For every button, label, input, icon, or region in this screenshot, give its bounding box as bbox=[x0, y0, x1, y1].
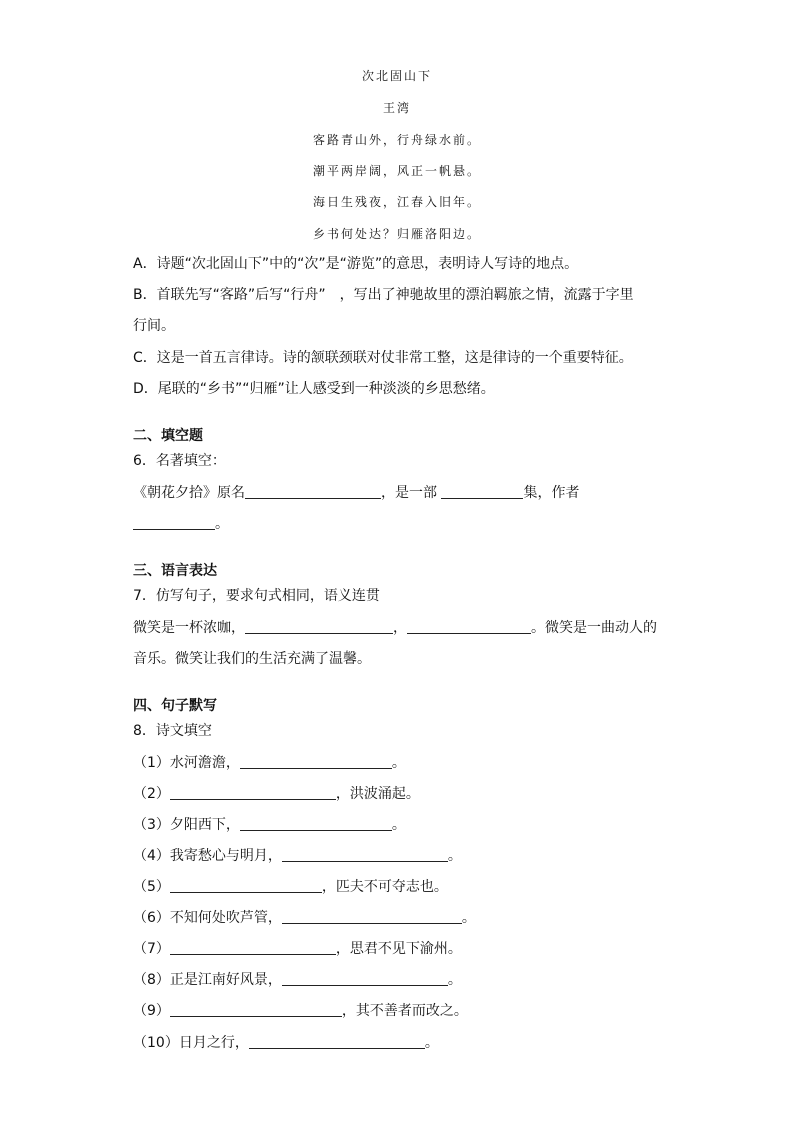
poem-author: 王湾 bbox=[382, 101, 411, 115]
fill-item-1 bbox=[133, 753, 406, 773]
poem-line-4: 乡书何处达？归雁洛阳边。 bbox=[312, 227, 481, 241]
q6-text-2: ，是一部 bbox=[381, 485, 437, 501]
option-b-line-2: 行间。 bbox=[133, 318, 175, 334]
fill-item-number: （8） bbox=[133, 972, 170, 988]
fill-item-before: 正是江南好风景， bbox=[169, 972, 282, 988]
q6-blank-author[interactable] bbox=[133, 514, 215, 530]
fill-item-blank[interactable] bbox=[170, 1001, 342, 1017]
fill-item-before: 我寄愁心与明月， bbox=[169, 848, 282, 864]
q7-blank-2[interactable] bbox=[407, 618, 531, 634]
q6-blank-original-name[interactable] bbox=[245, 483, 381, 499]
fill-item-2 bbox=[133, 784, 420, 804]
fill-item-10 bbox=[133, 1033, 439, 1053]
option-a: A．诗题“次北固山下”中的“次”是“游览”的意思，表明诗人写诗的地点。 bbox=[133, 256, 579, 272]
fill-item-after: 。 bbox=[391, 755, 406, 771]
question-8-prompt: 8．诗文填空 bbox=[133, 723, 212, 739]
fill-item-blank[interactable] bbox=[249, 1033, 425, 1049]
fill-item-after: ，洪波涌起。 bbox=[335, 786, 420, 802]
fill-item-4 bbox=[133, 846, 462, 866]
question-7-line-2: 音乐。微笑让我们的生活充满了温馨。 bbox=[133, 651, 371, 667]
poem-line-3: 海日生残夜，江春入旧年。 bbox=[312, 195, 481, 209]
fill-item-blank[interactable] bbox=[170, 784, 336, 800]
section-4-heading: 四、句子默写 bbox=[133, 698, 217, 714]
question-7-prompt: 7．仿写句子，要求句式相同，语义连贯 bbox=[133, 588, 380, 604]
question-6-line-1 bbox=[133, 483, 579, 503]
fill-item-5 bbox=[133, 877, 448, 897]
fill-item-blank[interactable] bbox=[240, 753, 392, 769]
q6-text-1: 《朝花夕拾》原名 bbox=[133, 485, 245, 501]
section-2-heading: 二、填空题 bbox=[133, 428, 203, 444]
q7-text-2: ， bbox=[393, 620, 407, 636]
q7-text-1: 微笑是一杯浓咖， bbox=[133, 620, 245, 636]
section-3-heading: 三、语言表达 bbox=[133, 563, 217, 579]
fill-item-blank[interactable] bbox=[240, 815, 392, 831]
fill-item-after: 。 bbox=[461, 910, 476, 926]
fill-item-blank[interactable] bbox=[170, 877, 322, 893]
poem-line-2: 潮平两岸阔，风正一帆悬。 bbox=[312, 164, 481, 178]
fill-item-number: （5） bbox=[133, 879, 170, 895]
fill-item-after: ，匹夫不可夺志也。 bbox=[321, 879, 448, 895]
fill-item-number: （4） bbox=[133, 848, 170, 864]
fill-item-blank[interactable] bbox=[282, 970, 448, 986]
fill-item-blank[interactable] bbox=[282, 908, 462, 924]
fill-item-after: ，思君不见下渝州。 bbox=[335, 941, 462, 957]
question-7-line-1 bbox=[133, 618, 657, 638]
poem-line-1: 客路青山外，行舟绿水前。 bbox=[312, 133, 481, 147]
fill-item-7 bbox=[133, 939, 462, 959]
fill-item-after: 。 bbox=[424, 1035, 439, 1051]
fill-item-number: （1） bbox=[133, 755, 170, 771]
fill-item-before: 夕阳西下， bbox=[169, 817, 240, 833]
option-c: C．这是一首五言律诗。诗的颔联颈联对仗非常工整，这是律诗的一个重要特征。 bbox=[133, 350, 633, 366]
fill-item-after: 。 bbox=[447, 972, 462, 988]
fill-item-before: 日月之行， bbox=[178, 1035, 249, 1051]
option-b-line-1: B．首联先写“客路”后写“行舟” ，写出了神驰故里的漂泊羁旅之情，流露于字里 bbox=[133, 287, 634, 303]
fill-item-after: 。 bbox=[391, 817, 406, 833]
fill-item-number: （10） bbox=[133, 1035, 179, 1051]
fill-item-blank[interactable] bbox=[170, 939, 336, 955]
fill-item-number: （9） bbox=[133, 1003, 170, 1019]
fill-item-blank[interactable] bbox=[282, 846, 448, 862]
question-6-line-2 bbox=[133, 514, 229, 534]
q6-text-end: 。 bbox=[215, 516, 229, 532]
fill-item-number: （3） bbox=[133, 817, 170, 833]
fill-item-number: （2） bbox=[133, 786, 170, 802]
fill-item-8 bbox=[133, 970, 462, 990]
q7-text-3: 。微笑是一曲动人的 bbox=[531, 620, 657, 636]
poem-title: 次北固山下 bbox=[361, 69, 432, 83]
q6-blank-genre[interactable] bbox=[441, 483, 523, 499]
fill-item-before: 水河澹澹， bbox=[169, 755, 240, 771]
fill-item-3 bbox=[133, 815, 406, 835]
option-d: D．尾联的“乡书”“归雁”让人感受到一种淡淡的乡思愁绪。 bbox=[133, 381, 495, 397]
q7-blank-1[interactable] bbox=[245, 618, 393, 634]
fill-item-number: （7） bbox=[133, 941, 170, 957]
fill-item-number: （6） bbox=[133, 910, 170, 926]
fill-item-after: ，其不善者而改之。 bbox=[341, 1003, 468, 1019]
fill-item-6 bbox=[133, 908, 476, 928]
fill-item-before: 不知何处吹芦管， bbox=[169, 910, 282, 926]
question-6-prompt: 6．名著填空： bbox=[133, 453, 226, 469]
fill-item-9 bbox=[133, 1001, 468, 1021]
q6-text-3: 集，作者 bbox=[523, 485, 580, 501]
fill-item-after: 。 bbox=[447, 848, 462, 864]
